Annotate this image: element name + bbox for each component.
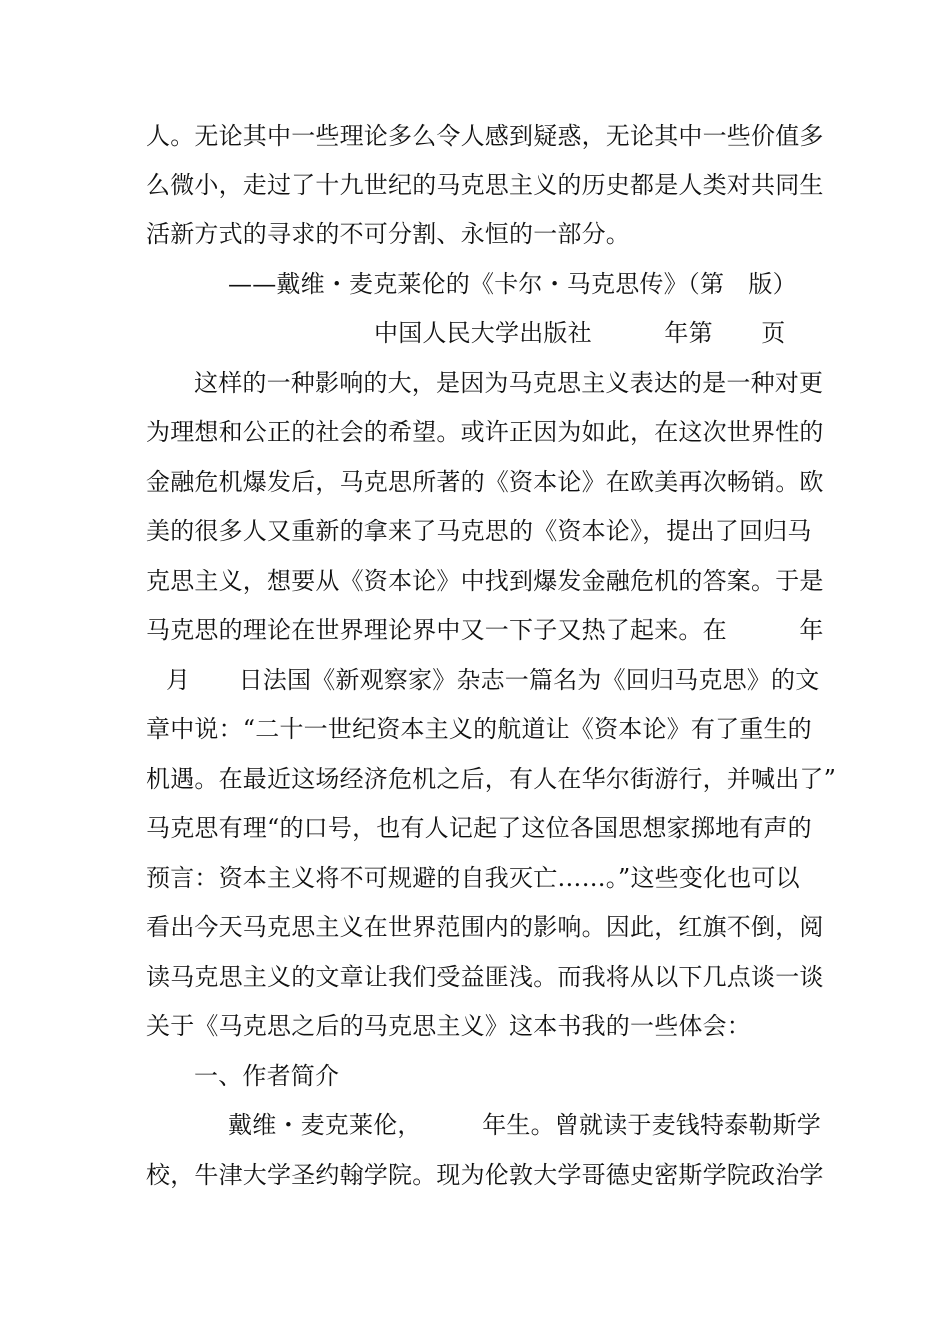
body-text-line: 克思主义，想要从《资本论》中找到爆发金融危机的答案。于是	[146, 567, 824, 595]
body-text-line: 预言：资本主义将不可规避的自我灭亡……。”这些变化也可以	[146, 864, 800, 892]
body-text-line: 活新方式的寻求的不可分割、永恒的一部分。	[146, 220, 630, 248]
body-text-line: 为理想和公正的社会的希望。或许正因为如此，在这次世界性的	[146, 418, 824, 446]
section-heading: 一、作者简介	[194, 1062, 340, 1090]
body-text-line: 读马克思主义的文章让我们受益匪浅。而我将从以下几点谈一谈	[146, 963, 824, 991]
body-text-line: 人。无论其中一些理论多么令人感到疑惑，无论其中一些价值多	[146, 122, 824, 150]
quote-publisher: 中国人民大学出版社 年第 页	[374, 319, 786, 347]
body-text-line: 么微小，走过了十九世纪的马克思主义的历史都是人类对共同生	[146, 171, 824, 199]
paragraph-first-line: 这样的一种影响的大，是因为马克思主义表达的是一种对更	[194, 369, 824, 397]
paragraph-first-line: 戴维・麦克莱伦， 年生。曾就读于麦钱特泰勒斯学	[228, 1111, 821, 1139]
body-text-line: 章中说：“二十一世纪资本主义的航道让《资本论》有了重生的	[146, 715, 812, 743]
body-text-line: 月 日法国《新观察家》杂志一篇名为《回归马克思》的文	[166, 666, 820, 694]
body-text-line: 机遇。在最近这场经济危机之后，有人在华尔街游行，并喊出了”	[146, 765, 837, 793]
body-text-line: 美的很多人又重新的拿来了马克思的《资本论》，提出了回归马	[146, 517, 812, 545]
body-text-line: 看出今天马克思主义在世界范围内的影响。因此，红旗不倒，阅	[146, 913, 824, 941]
body-text-line: 马克思有理“的口号，也有人记起了这位各国思想家掷地有声的	[146, 814, 812, 842]
body-text-line: 校，牛津大学圣约翰学院。现为伦敦大学哥德史密斯学院政治学	[146, 1161, 824, 1189]
body-text-line: 关于《马克思之后的马克思主义》这本书我的一些体会：	[146, 1012, 751, 1040]
quote-attribution: ——戴维・麦克莱伦的《卡尔・马克思传》（第 版）	[228, 270, 797, 298]
body-text-line: 马克思的理论在世界理论界中又一下子又热了起来。在 年	[146, 616, 824, 644]
body-text-line: 金融危机爆发后，马克思所著的《资本论》在欧美再次畅销。欧	[146, 468, 824, 496]
